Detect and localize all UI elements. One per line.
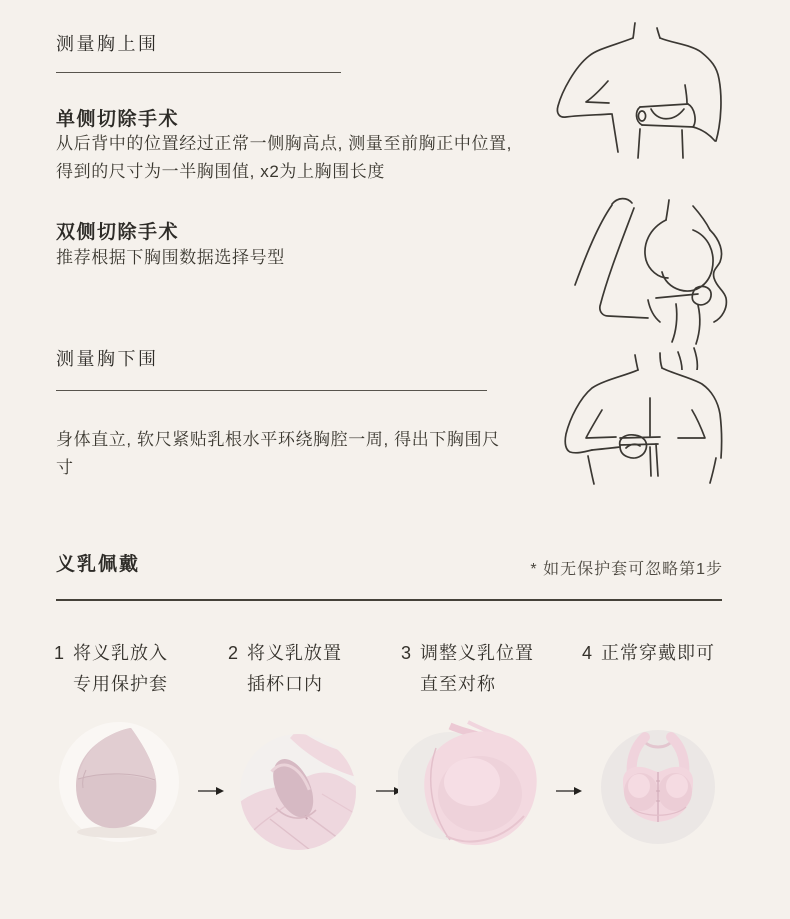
step-4-number: 4	[582, 643, 594, 663]
single-surgery-heading: 单侧切除手术	[56, 109, 180, 130]
wearing-note: * 如无保护套可忽略第1步	[530, 561, 723, 578]
under-bust-underline	[56, 390, 487, 391]
bra-cup-with-prosthesis-photo	[398, 720, 548, 860]
step-4	[582, 638, 715, 669]
step-1-line1: 将义乳放入	[73, 643, 169, 663]
wearing-title: 义乳佩戴	[56, 554, 141, 575]
under-bust-title: 测量胸下围	[56, 349, 159, 369]
torso-side-under-bust-measuring-illustration	[548, 190, 730, 370]
step-1-number: 1	[54, 643, 66, 663]
step-4-line1: 正常穿戴即可	[601, 643, 716, 663]
upper-bust-underline	[56, 72, 341, 73]
under-bust-body: 身体直立, 软尺紧贴乳根水平环绕胸腔一周, 得出下胸围尺寸	[56, 430, 500, 477]
step-3-line1: 调整义乳位置	[420, 643, 535, 663]
step-2-number: 2	[228, 643, 240, 663]
arrow-right-icon	[198, 785, 224, 797]
torso-back-tape-measuring-illustration	[552, 350, 732, 490]
bra-front-view-photo	[600, 729, 716, 845]
prosthesis-in-protective-cover-photo	[55, 718, 190, 853]
step-3-number: 3	[401, 643, 413, 663]
upper-bust-title: 测量胸上围	[56, 34, 159, 54]
step-1-line2: 专用保护套	[73, 674, 169, 694]
prosthesis-inserted-into-cup-pocket-photo	[240, 734, 356, 850]
step-3-line2: 直至对称	[420, 674, 497, 694]
step-2-line2: 插杯口内	[247, 674, 324, 694]
double-surgery-heading: 双侧切除手术	[56, 222, 180, 243]
step-1	[54, 638, 168, 700]
step-3	[401, 638, 534, 700]
torso-front-upper-bust-measuring-illustration	[545, 15, 735, 190]
double-surgery-body: 推荐根据下胸围数据选择号型	[56, 248, 285, 267]
step-2-line1: 将义乳放置	[247, 643, 343, 663]
step-2	[228, 638, 342, 700]
arrow-right-icon	[556, 785, 582, 797]
wearing-divider	[56, 599, 722, 601]
single-surgery-body: 从后背中的位置经过正常一侧胸高点, 测量至前胸正中位置, 得到的尺寸为一半胸围值, x2为上胸围长度	[56, 134, 512, 181]
